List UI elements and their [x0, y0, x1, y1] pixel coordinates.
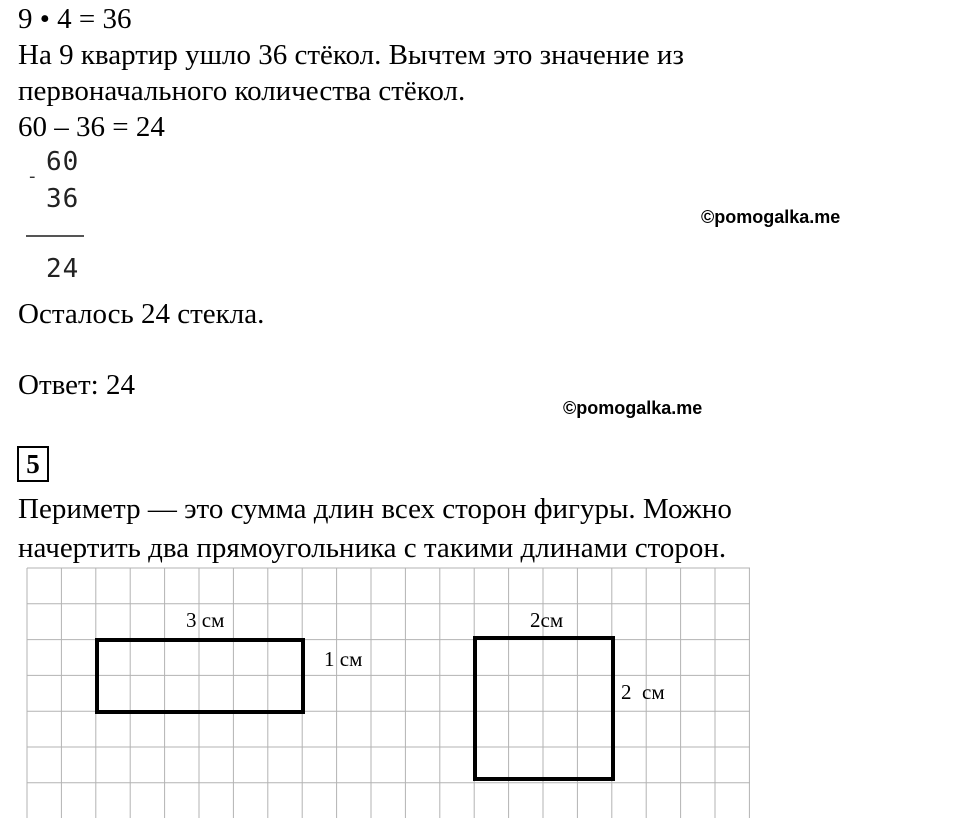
rect1-height-label: 1 см	[324, 647, 363, 671]
text-line-perimeter-2: начертить два прямоугольника с такими длинами сторон.	[18, 532, 727, 564]
minuend: 60	[46, 147, 80, 177]
subtrahend: 36	[46, 184, 80, 214]
rect1-width-label: 3 см	[186, 608, 225, 632]
text-line-perimeter-1: Периметр — это сумма длин всех сторон фигуры. Можно	[18, 493, 732, 525]
square-2x2	[475, 638, 613, 779]
equation-subtraction: 60 – 36 = 24	[18, 111, 165, 143]
task-number-badge: 5	[17, 446, 49, 482]
rectangle-3x1	[97, 640, 303, 712]
difference: 24	[46, 254, 80, 284]
minus-sign: -	[29, 166, 36, 187]
square-grid	[27, 568, 750, 818]
text-line-remaining: Осталось 24 стекла.	[18, 298, 265, 330]
text-line-1: На 9 квартир ушло 36 стёкол. Вычтем это значение из	[18, 39, 684, 71]
rect2-height-label: 2 см	[621, 680, 665, 704]
rect2-width-label: 2см	[530, 608, 564, 632]
watermark: ©pomogalka.me	[563, 398, 703, 418]
equation-multiplication: 9 • 4 = 36	[18, 3, 132, 35]
result-bar	[26, 235, 84, 237]
answer-line: Ответ: 24	[18, 369, 135, 401]
watermark: ©pomogalka.me	[701, 207, 841, 227]
text-line-2: первоначального количества стёкол.	[18, 75, 466, 107]
